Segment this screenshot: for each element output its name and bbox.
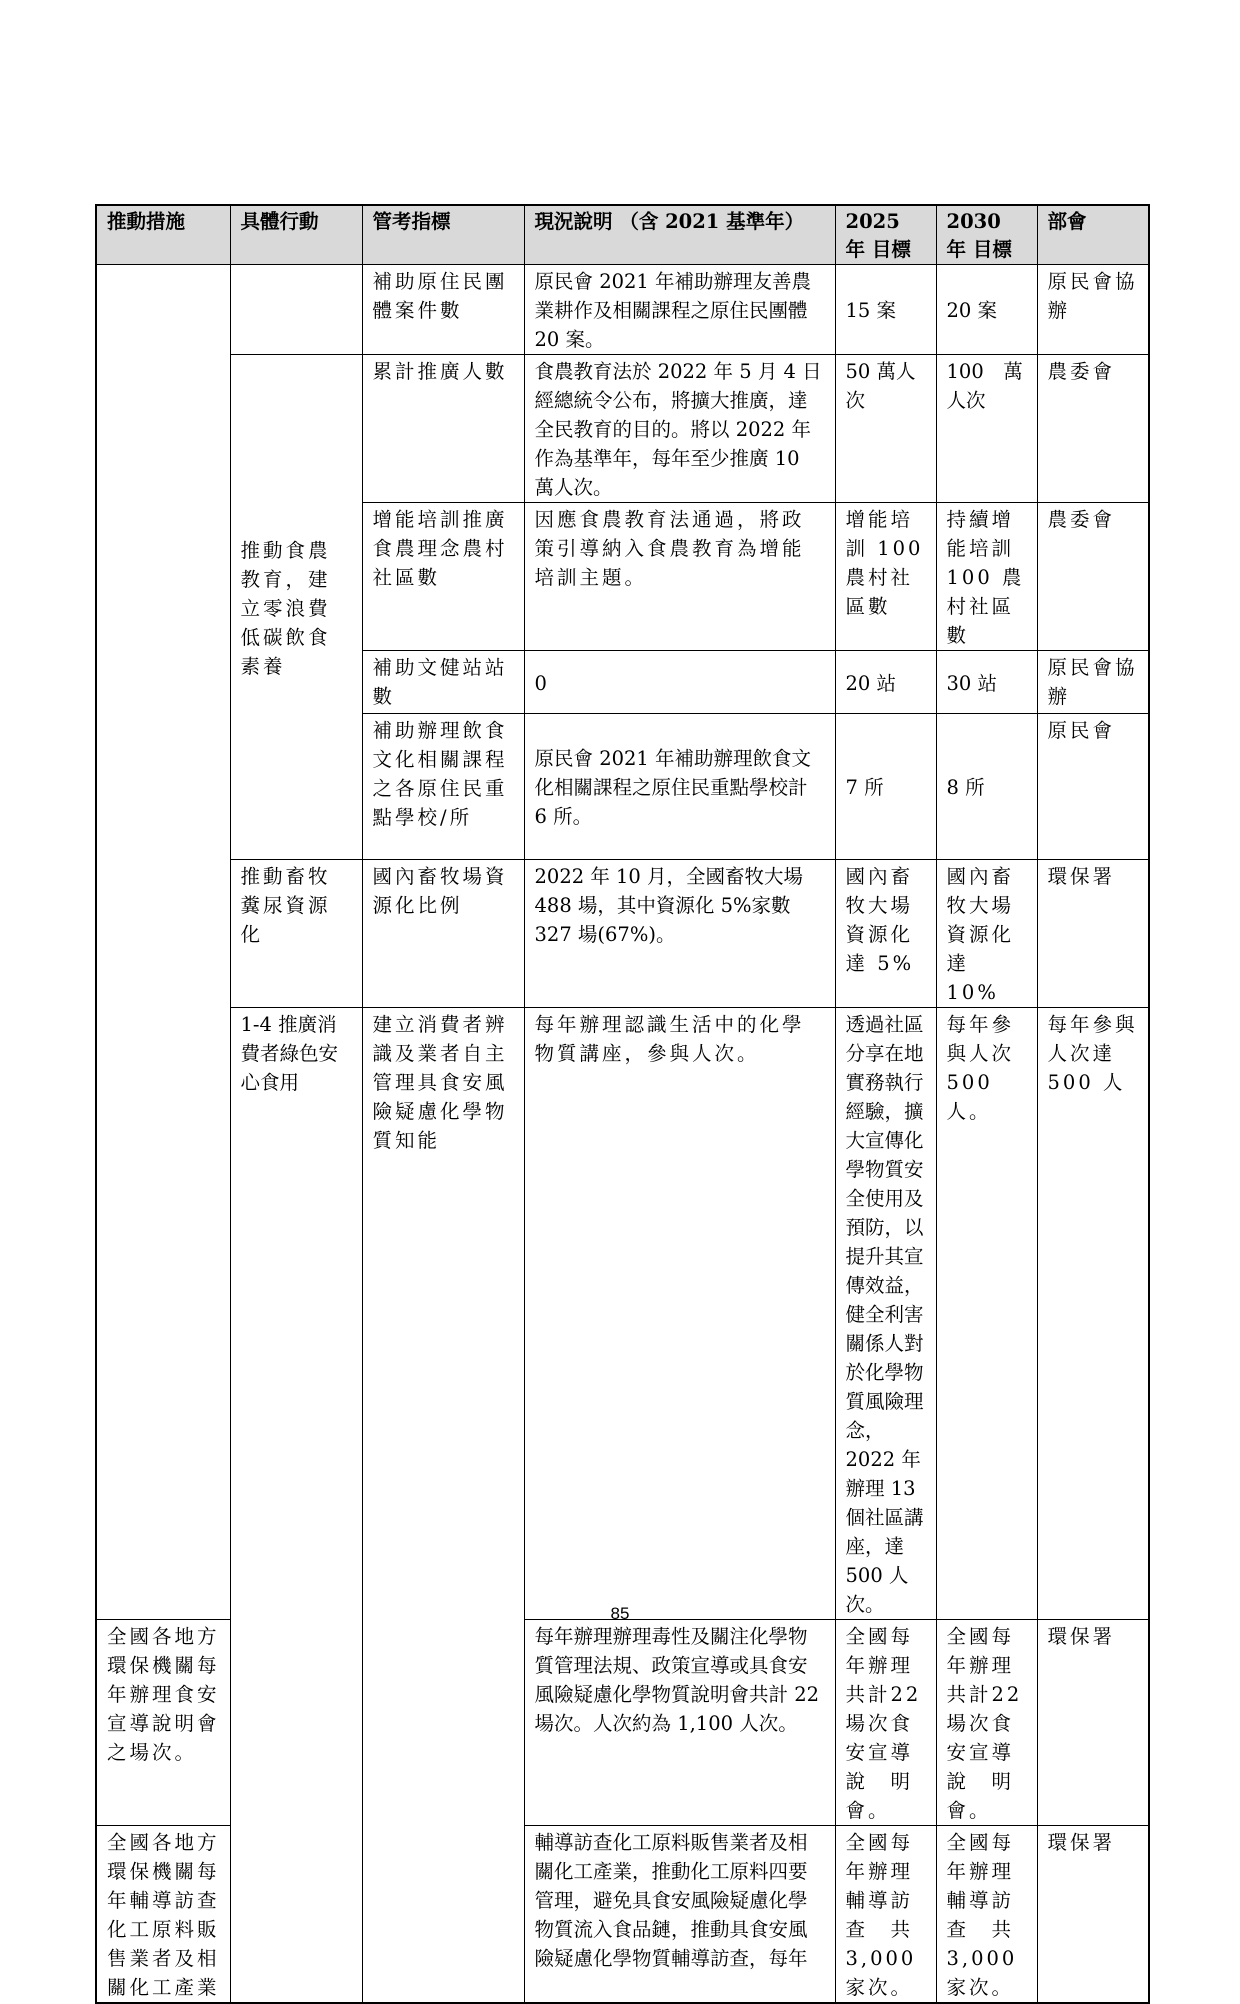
header-target-2030: 2030 年 目標 [936,205,1037,265]
measures-table [95,204,1150,2004]
target-2030-cell: 全國每年辦理共計22 場次食安宣導說 明會。 [936,1620,1037,1826]
department-cell: 農委會 [1037,503,1149,651]
target-2025-cell: 增能培訓 100 農村社區數 [835,503,936,651]
target-2025-cell: 全國每年辦理輔導訪查 共 3,000 家次。 [835,1826,936,2004]
target-2025-cell: 全國每年辦理共計22 場次食安宣導說 明會。 [835,1620,936,1826]
table-row [96,355,1149,503]
indicator-cell: 累計推廣人數 [362,355,524,503]
target-2030-cell: 20 案 [936,265,1037,355]
indicator-cell: 增能培訓推廣食農理念農村社區數 [362,503,524,651]
target-2025-cell: 15 案 [835,265,936,355]
measure-cell: 1-4 推廣消費者綠色安心食用 [230,1008,362,2004]
target-2030-cell: 全國每年辦理輔導訪查 共 3,000 家次。 [936,1826,1037,2004]
target-2030-cell: 國內畜牧大場資源化達 10% [936,860,1037,1008]
indicator-cell: 補助原住民團體案件數 [362,265,524,355]
header-indicator: 管考指標 [362,205,524,265]
target-2030-cell: 持續增能培訓 100 農村社區數 [936,503,1037,651]
target-2030-cell: 30 站 [936,651,1037,714]
table-row [96,265,1149,355]
department-cell: 農委會 [1037,355,1149,503]
target-2030-cell: 每年參與人次達 500 人 [1037,1008,1149,1620]
target-2030-cell: 100 萬人次 [936,355,1037,503]
department-cell: 原民會協辦 [1037,651,1149,714]
department-cell: 環保署 [1037,1826,1149,2004]
header-department: 部會 [1037,205,1149,265]
status-cell: 透過社區分享在地實務執行經驗，擴大宣傳化學物質安全使用及預防，以提升其宣傳效益，健全利害關係人對於化學物質風險理念，2022 年辦理 13 個社區講座，達 500 人次。 [835,1008,936,1620]
status-cell: 原民會 2021 年補助辦理飲食文化相關課程之原住民重點學校計 6 所。 [524,714,835,860]
action-cell: 推動食農教育，建立零浪費低碳飲食素養 [230,355,362,860]
indicator-cell: 國內畜牧場資源化比例 [362,860,524,1008]
status-cell: 每年辦理辦理毒性及關注化學物質管理法規、政策宣導或具食安風險疑慮化學物質說明會共計 22 場次。人次約為 1,100 人次。 [524,1620,835,1826]
action-cell: 建立消費者辨識及業者自主管理具食安風險疑慮化學物質知能 [362,1008,524,2004]
target-2025-cell: 50 萬人次 [835,355,936,503]
indicator-cell: 補助辦理飲食文化相關課程之各原住民重點學校/所 [362,714,524,860]
action-cell-empty [230,265,362,355]
indicator-cell: 補助文健站站數 [362,651,524,714]
indicator-cell: 全國各地方環保機關每年辦理食安宣導說明會之場次。 [96,1620,230,1826]
indicator-cell: 全國各地方環保機關每年輔導訪查化工原料販售業者及相關化工產業 [96,1826,230,2004]
status-cell: 輔導訪查化工原料販售業者及相關化工產業，推動化工原料四要管理，避免具食安風險疑慮化學物質流入食品鏈，推動具食安風險疑慮化學物質輔導訪查，每年 [524,1826,835,2004]
target-2025-cell: 20 站 [835,651,936,714]
target-2025-cell: 國內畜牧大場資源化達 5% [835,860,936,1008]
header-action: 具體行動 [230,205,362,265]
action-cell: 推動畜牧糞尿資源化 [230,860,362,1008]
header-target-2025: 2025 年 目標 [835,205,936,265]
table-row [96,1008,1149,1620]
status-cell: 原民會 2021 年補助辦理友善農業耕作及相關課程之原住民團體 20 案。 [524,265,835,355]
target-2030-cell: 8 所 [936,714,1037,860]
header-measure: 推動措施 [96,205,230,265]
status-cell: 2022 年 10 月，全國畜牧大場 488 場，其中資源化 5%家數 327 場(67%)。 [524,860,835,1008]
table-header-row [96,205,1149,265]
status-cell: 0 [524,651,835,714]
header-status: 現況說明 （含 2021 基準年） [524,205,835,265]
department-cell: 環保署 [1037,860,1149,1008]
page-number: 85 [610,1604,630,1623]
table-row [96,860,1149,1008]
department-cell: 環保署 [1037,1620,1149,1826]
target-2025-cell: 每年參與人次 500 人。 [936,1008,1037,1620]
status-cell: 食農教育法於 2022 年 5 月 4 日經總統令公布，將擴大推廣，達全民教育的目的。將以 2022 年作為基準年，每年至少推廣 10 萬人次。 [524,355,835,503]
target-2025-cell: 7 所 [835,714,936,860]
department-cell: 原民會 [1037,714,1149,860]
status-cell: 因應食農教育法通過，將政策引導納入食農教育為增能培訓主題。 [524,503,835,651]
department-cell: 原民會協辦 [1037,265,1149,355]
measure-cell-empty [96,265,230,1620]
indicator-cell: 每年辦理認識生活中的化學物質講座，參與人次。 [524,1008,835,1620]
